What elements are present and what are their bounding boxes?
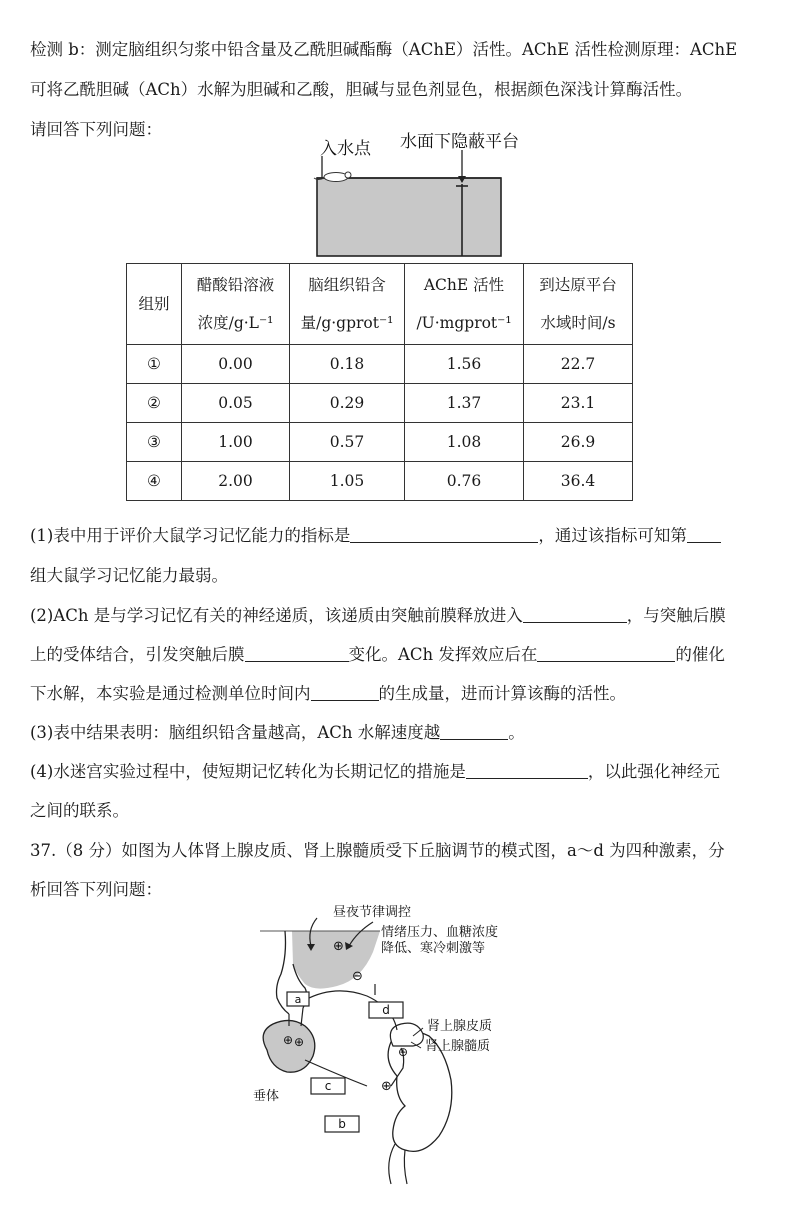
q1-text-b: ，通过该指标可知第: [538, 526, 687, 545]
q4-text-a: (4)水迷宫实验过程中，使短期记忆转化为长期记忆的措施是: [30, 762, 466, 781]
table-header-row: [127, 264, 633, 345]
adrenal-cortex-label: 肾上腺皮质: [427, 1019, 493, 1034]
q3-text-a: (3)表中结果表明：脑组织铅含量越高，ACh 水解速度越: [30, 723, 441, 742]
hormone-regulation-diagram: [245, 900, 535, 1190]
hormone-b-label: b: [338, 1117, 346, 1131]
q2-text-f: 下水解，本实验是通过检测单位时间内: [30, 684, 311, 703]
question-37-line-1: 37.（8 分）如图为人体肾上腺皮质、肾上腺髓质受下丘脑调节的模式图，a～d 为四种激素，分: [30, 841, 725, 860]
cell-group: ③: [127, 423, 182, 462]
q4-text-b: ，以此强化神经元: [587, 762, 720, 781]
question-37-line-2: 析回答下列问题：: [30, 880, 162, 899]
q2-blank-change[interactable]: [245, 643, 349, 662]
q2-text-e: 的催化: [675, 645, 725, 664]
cell-time: 36.4: [524, 462, 633, 501]
question-3: [30, 719, 525, 743]
cell-ache: 0.76: [405, 462, 524, 501]
q2-text-a: (2)ACh 是与学习记忆有关的神经递质，该递质由突触前膜释放进入: [30, 606, 523, 625]
cell-ache: 1.08: [405, 423, 524, 462]
stimuli-label-1: 情绪压力、血糖浓度: [381, 925, 499, 940]
q1-blank-group[interactable]: [687, 524, 721, 543]
cell-concentration: 1.00: [182, 423, 290, 462]
cell-concentration: 0.00: [182, 345, 290, 384]
plus-icon: ⊕: [381, 1079, 392, 1094]
q2-text-c: 上的受体结合，引发突触后膜: [30, 645, 245, 664]
plus-icon: ⊕: [333, 939, 344, 954]
question-2-line-2: [30, 641, 725, 665]
adrenal-gland: [390, 1023, 423, 1046]
hormone-a-label: a: [294, 993, 302, 1006]
q2-blank-enzyme[interactable]: [537, 643, 675, 662]
minus-icon: ⊖: [352, 969, 363, 984]
circadian-label: 昼夜节律调控: [333, 905, 412, 920]
header-ache-l2: /U·mgprot⁻¹: [416, 314, 512, 332]
adrenal-medulla-label: 肾上腺髓质: [425, 1039, 491, 1054]
header-concentration-l1: 醋酸铅溶液: [196, 276, 275, 294]
q3-blank[interactable]: [440, 721, 508, 740]
table-row: [127, 384, 633, 423]
cell-time: 22.7: [524, 345, 633, 384]
hormone-c-label: c: [324, 1079, 332, 1093]
cell-group: ④: [127, 462, 182, 501]
water-tank: [317, 178, 501, 256]
table-row: [127, 423, 633, 462]
question-4-line-1: [30, 758, 720, 782]
q2-blank-space[interactable]: [523, 604, 627, 623]
q2-text-d: 变化。ACh 发挥效应后在: [348, 645, 538, 664]
cell-group: ②: [127, 384, 182, 423]
question-4-line-2: 之间的联系。: [30, 801, 129, 820]
question-1-line-1: [30, 522, 721, 546]
cell-group: ①: [127, 345, 182, 384]
header-lead: [290, 264, 405, 345]
lead-experiment-table: [126, 263, 633, 501]
pituitary-label: 垂体: [253, 1089, 280, 1104]
q1-blank-indicator[interactable]: [350, 524, 538, 543]
cell-concentration: 2.00: [182, 462, 290, 501]
hormone-d-label: d: [382, 1003, 390, 1017]
entry-label: 入水点: [320, 139, 371, 159]
header-concentration-l2: 浓度/g·L⁻¹: [197, 314, 274, 332]
cell-lead: 0.57: [290, 423, 405, 462]
plus-icon: ⊕: [283, 1033, 294, 1047]
cell-ache: 1.56: [405, 345, 524, 384]
cell-concentration: 0.05: [182, 384, 290, 423]
header-time: [524, 264, 633, 345]
question-2-line-1: [30, 602, 726, 626]
plus-icon: ⊕: [294, 1035, 305, 1049]
header-lead-l2: 量/g·gprot⁻¹: [300, 314, 394, 332]
cell-lead: 1.05: [290, 462, 405, 501]
intro-line-2: 可将乙酰胆碱（ACh）水解为胆碱和乙酸，胆碱与显色剂显色，根据颜色深浅计算酶活性。: [30, 80, 693, 99]
question-1-line-2: 组大鼠学习记忆能力最弱。: [30, 566, 228, 585]
question-2-line-3: [30, 680, 626, 704]
header-lead-l1: 脑组织铅含: [308, 276, 386, 294]
q1-text-a: (1)表中用于评价大鼠学习记忆能力的指标是: [30, 526, 351, 545]
cell-time: 23.1: [524, 384, 633, 423]
plus-icon: ⊕: [398, 1045, 409, 1059]
platform-label: 水面下隐蔽平台: [400, 132, 519, 152]
q2-text-g: 的生成量，进而计算该酶的活性。: [378, 684, 626, 703]
intro-line-1: 检测 b：测定脑组织匀浆中铅含量及乙酰胆碱酯酶（AChE）活性。AChE 活性检测原理：AChE: [30, 40, 738, 59]
q2-blank-product[interactable]: [311, 682, 379, 701]
header-time-l2: 水域时间/s: [540, 314, 616, 332]
q2-text-b: ，与突触后膜: [626, 606, 726, 625]
table-row: [127, 462, 633, 501]
q3-text-b: 。: [508, 723, 525, 742]
prompt: 请回答下列问题：: [30, 120, 162, 139]
cell-time: 26.9: [524, 423, 633, 462]
stimuli-label-2: 降低、寒冷刺激等: [381, 941, 486, 956]
q4-blank[interactable]: [466, 760, 588, 779]
cell-lead: 0.18: [290, 345, 405, 384]
water-maze-figure: [300, 126, 540, 258]
header-ache-l1: AChE 活性: [423, 276, 505, 294]
header-ache: [405, 264, 524, 345]
header-time-l1: 到达原平台: [539, 276, 617, 294]
cell-ache: 1.37: [405, 384, 524, 423]
header-group: 组别: [127, 264, 182, 345]
header-concentration: [182, 264, 290, 345]
cell-lead: 0.29: [290, 384, 405, 423]
table-row: [127, 345, 633, 384]
